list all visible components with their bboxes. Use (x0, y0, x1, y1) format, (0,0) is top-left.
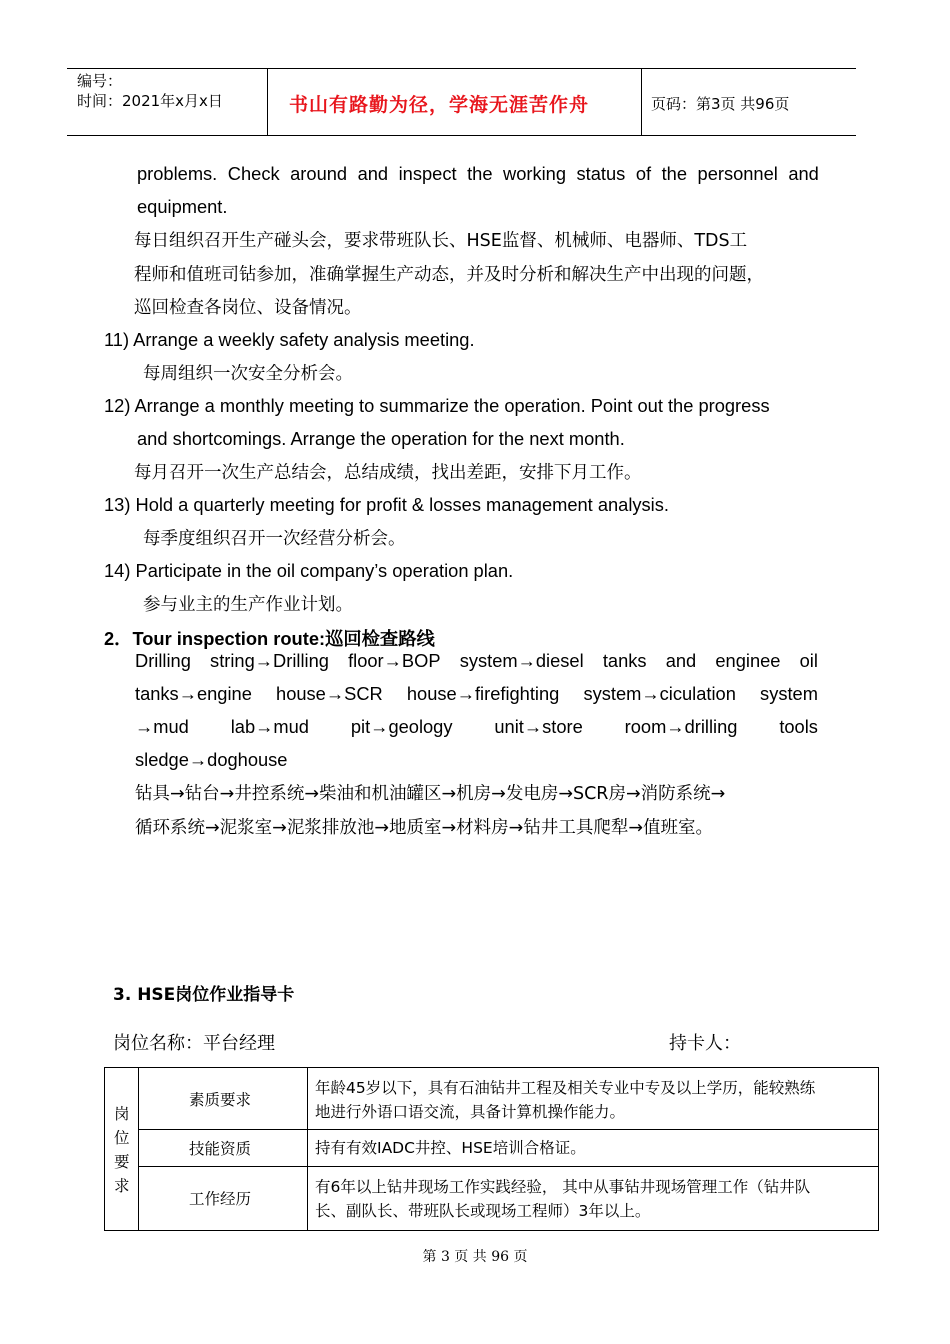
p1-en-line1: problems. Check around and inspect the working status of the personnel and (137, 163, 819, 184)
item-13-zh: 每季度组织召开一次经营分析会。 (143, 529, 406, 549)
page-footer: 第 3 页 共 96 页 (422, 1249, 528, 1265)
header-divider (641, 69, 642, 135)
route-en-line1: Drilling string→Drilling floor→BOP system→diesel tanks and enginee oil (135, 650, 818, 671)
table-divider (307, 1068, 308, 1230)
route-en-line4: sledge→doghouse (135, 749, 288, 770)
post-name: 岗位名称：平台经理 (113, 1033, 275, 1054)
header-motto: 书山有路勤为径，学海无涯苦作舟 (289, 94, 590, 116)
route-zh-line1: 钻具→钻台→井控系统→柴油和机油罐区→机房→发电房→SCR房→消防系统→ (135, 784, 726, 804)
item-12-en-line1: 12) Arrange a monthly meeting to summarize the operation. Point out the progress (104, 395, 770, 416)
header-divider (267, 69, 268, 135)
section-3-title: 3. HSE岗位作业指导卡 (113, 985, 295, 1005)
item-14-en: 14) Participate in the oil company’s operation plan. (104, 560, 514, 581)
row-content-skill: 持有有效IADC井控、HSE培训合格证。 (315, 1139, 586, 1157)
time-label: 时间：2021年x月x日 (77, 92, 223, 110)
p1-en-line2: equipment. (137, 196, 228, 217)
page-header (67, 68, 856, 136)
table-divider (138, 1129, 878, 1130)
row-content-experience: 有6年以上钻井现场工作实践经验， 其中从事钻井现场管理工作（钻井队 长、副队长、带班队长或现场工程师）3年以上。 (315, 1178, 811, 1220)
row-label-experience: 工作经历 (189, 1190, 252, 1208)
group-label: 岗 位 要 求 (114, 1105, 130, 1195)
item-14-zh: 参与业主的生产作业计划。 (143, 595, 353, 615)
table-divider (138, 1166, 878, 1167)
item-11-en: 11) Arrange a weekly safety analysis meeting. (104, 329, 475, 350)
row-label-quality: 素质要求 (189, 1091, 252, 1109)
p1-zh-line1: 每日组织召开生产碰头会，要求带班队长、HSE监督、机械师、电器师、TDS工 (134, 231, 748, 251)
item-13-en: 13) Hold a quarterly meeting for profit & losses management analysis. (104, 494, 669, 515)
row-label-skill: 技能资质 (189, 1140, 252, 1158)
section-2-title: 2．Tour inspection route:巡回检查路线 (104, 628, 435, 649)
requirements-table (104, 1067, 879, 1231)
route-en-line3: →mud lab→mud pit→geology unit→store room→drilling tools (135, 716, 818, 737)
table-divider (138, 1068, 139, 1230)
row-content-quality: 年龄45岁以下，具有石油钻井工程及相关专业中专及以上学历，能较熟练 地进行外语口语交流，具备计算机操作能力。 (315, 1079, 816, 1121)
header-page-label: 页码：第3页 共96页 (651, 95, 790, 113)
p1-zh-line3: 巡回检查各岗位、设备情况。 (134, 298, 362, 318)
p1-zh-line2: 程师和值班司钻参加，准确掌握生产动态，并及时分析和解决生产中出现的问题， (134, 265, 764, 285)
item-12-en-line2: and shortcomings. Arrange the operation for the next month. (137, 428, 625, 449)
doc-number-label: 编号： (77, 72, 123, 90)
route-zh-line2: 循环系统→泥浆室→泥浆排放池→地质室→材料房→钻井工具爬犁→值班室。 (135, 818, 713, 838)
card-holder: 持卡人： (669, 1033, 741, 1054)
header-meta (77, 71, 223, 111)
item-11-zh: 每周组织一次安全分析会。 (143, 364, 353, 384)
route-en-line2: tanks→engine house→SCR house→firefighting system→ciculation system (135, 683, 818, 704)
item-12-zh: 每月召开一次生产总结会，总结成绩，找出差距，安排下月工作。 (134, 463, 642, 483)
